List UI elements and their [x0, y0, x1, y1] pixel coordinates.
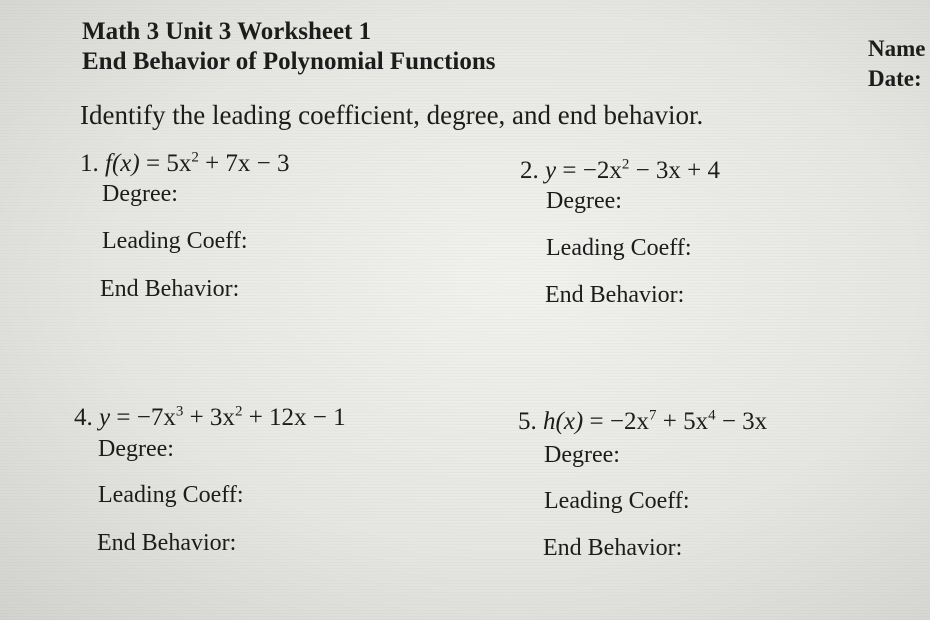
problem-5-degree-label: Degree: — [544, 442, 620, 468]
problem-4-degree-label: Degree: — [98, 436, 174, 462]
worksheet-subtitle: End Behavior of Polynomial Functions — [82, 48, 496, 75]
problem-2-equation — [520, 157, 720, 185]
equation-term: −2x — [609, 408, 649, 435]
problem-number: 2. — [520, 157, 539, 184]
equals-sign: = — [589, 408, 604, 435]
exponent: 2 — [191, 149, 199, 166]
problem-4-equation — [74, 404, 346, 432]
equation-lhs: f(x) — [105, 150, 140, 177]
equation-term: + 7x − 3 — [198, 150, 290, 177]
equation-lhs: h(x) — [543, 408, 584, 435]
equation-term: − 3x + 4 — [629, 157, 721, 184]
problem-5-equation — [518, 408, 767, 436]
exponent: 3 — [175, 403, 184, 420]
problem-4-leading-coeff-label: Leading Coeff: — [98, 482, 244, 508]
problem-5-leading-coeff-label: Leading Coeff: — [544, 488, 690, 514]
problem-2-end-behavior-label: End Behavior: — [545, 282, 685, 308]
equation-term: − 3x — [715, 408, 768, 435]
exponent: 7 — [648, 407, 657, 424]
name-label: Name — [868, 36, 926, 61]
equals-sign: = — [116, 404, 131, 431]
equals-sign: = — [145, 150, 161, 177]
problem-1-leading-coeff-label: Leading Coeff: — [102, 228, 248, 254]
date-label: Date: — [868, 66, 922, 91]
problem-2-degree-label: Degree: — [546, 188, 622, 214]
problem-1-end-behavior-label: End Behavior: — [100, 276, 240, 302]
worksheet-title: Math 3 Unit 3 Worksheet 1 — [82, 18, 372, 45]
equation-term: + 12x − 1 — [242, 404, 346, 431]
problem-4-end-behavior-label: End Behavior: — [97, 530, 237, 556]
equation-lhs: y — [545, 157, 557, 184]
exponent: 2 — [234, 403, 243, 420]
problem-5-end-behavior-label: End Behavior: — [543, 535, 683, 561]
problem-number: 4. — [74, 404, 93, 431]
instructions: Identify the leading coefficient, degree, and end behavior. — [80, 100, 704, 130]
problem-1-degree-label: Degree: — [102, 181, 178, 207]
equation-term: −2x — [582, 157, 622, 184]
equation-lhs: y — [99, 404, 111, 431]
problem-2-leading-coeff-label: Leading Coeff: — [546, 235, 692, 261]
equation-term: + 5x — [656, 408, 709, 435]
equation-term: + 3x — [183, 404, 235, 431]
equation-term: −7x — [136, 404, 176, 431]
exponent: 2 — [621, 156, 630, 173]
problem-number: 1. — [80, 150, 99, 177]
equation-term: 5x — [166, 150, 192, 177]
equals-sign: = — [562, 157, 577, 184]
exponent: 4 — [708, 407, 716, 424]
problem-1-equation — [80, 150, 290, 178]
problem-number: 5. — [518, 408, 537, 435]
